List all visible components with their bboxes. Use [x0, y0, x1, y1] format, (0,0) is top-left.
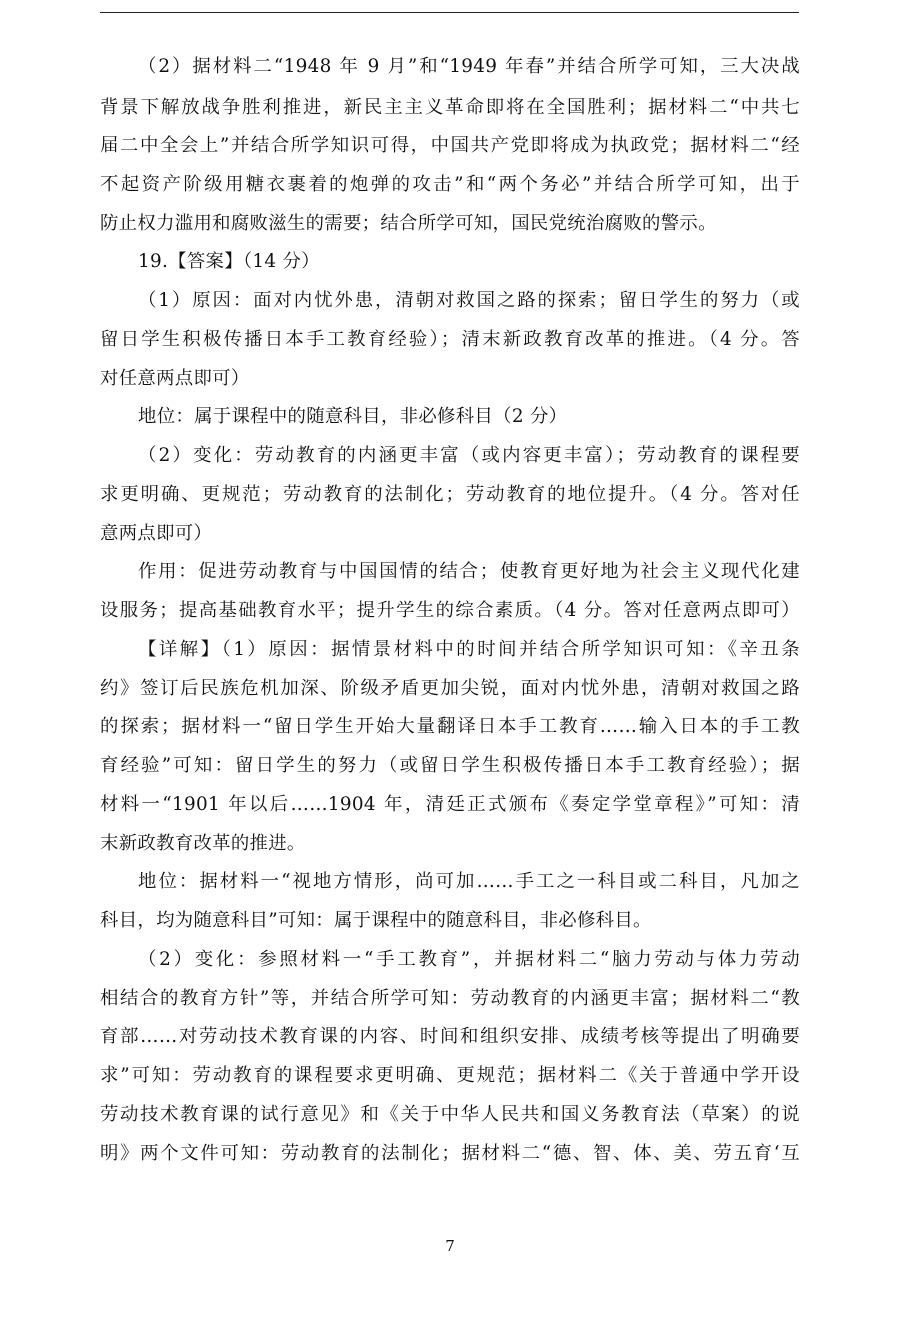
text-line: （2）据材料二“1948 年 9 月”和“1949 年春”并结合所学可知，三大决战	[138, 56, 800, 77]
text-line: 明》两个文件可知：劳动教育的法制化；据材料二“德、智、体、美、劳五育‘互	[100, 1143, 800, 1164]
page-number: 7	[445, 1237, 455, 1255]
text-line: 科目，均为随意科目”可知：属于课程中的随意科目，非必修科目。	[100, 910, 652, 931]
text-line: 防止权力滥用和腐败滋生的需要；结合所学可知，国民党统治腐败的警示。	[100, 213, 717, 234]
text-line: 育部……对劳动技术教育课的内容、时间和组织安排、成绩考核等提出了明确要	[100, 1026, 800, 1047]
text-line: 材料一“1901 年以后……1904 年，清廷正式颁布《奏定学堂章程》”可知：清	[100, 794, 800, 815]
text-line: 末新政教育改革的推进。	[100, 833, 306, 854]
text-line: 不起资产阶级用糖衣裹着的炮弹的攻击”和“两个务必”并结合所学可知，出于	[100, 174, 800, 195]
text-line: 求更明确、更规范；劳动教育的法制化；劳动教育的地位提升。（4 分。答对任	[100, 484, 800, 505]
text-line: 届二中全会上”并结合所学知识可得，中国共产党即将成为执政党；据材料二“经	[100, 135, 800, 156]
text-line: 的探索；据材料一“留日学生开始大量翻译日本手工教育……输入日本的手工教	[100, 716, 800, 737]
text-line: 背景下解放战争胜利推进，新民主主义革命即将在全国胜利；据材料二“中共七	[100, 97, 800, 118]
answer-heading: 19.【答案】（14 分）	[138, 251, 320, 272]
text-line: 意两点即可）	[100, 523, 213, 544]
header-rule	[100, 12, 799, 13]
text-line: 劳动技术教育课的试行意见》和《关于中华人民共和国义务教育法（草案）的说	[100, 1104, 800, 1125]
text-line: 设服务；提高基础教育水平；提升学生的综合素质。（4 分。答对任意两点即可）	[100, 600, 800, 621]
explanation-heading: 【详解】（1）原因：据情景材料中的时间并结合所学知识可知：《辛丑条	[138, 639, 800, 660]
text-line: 地位：据材料一“视地方情形，尚可加……手工之一科目或二科目，凡加之	[138, 871, 800, 892]
text-line: 育经验”可知：留日学生的努力（或留日学生积极传播日本手工教育经验）；据	[100, 755, 800, 776]
text-line: （1）原因：面对内忧外患，清朝对救国之路的探索；留日学生的努力（或	[138, 290, 800, 311]
text-line: 相结合的教育方针”等，并结合所学可知：劳动教育的内涵更丰富；据材料二“教	[100, 988, 800, 1009]
text-line: （2）变化：参照材料一“手工教育”，并据材料二“脑力劳动与体力劳动	[138, 949, 800, 970]
text-line: 对任意两点即可）	[100, 368, 250, 389]
text-line: 作用：促进劳动教育与中国国情的结合；使教育更好地为社会主义现代化建	[138, 561, 800, 582]
text-line: （2）变化：劳动教育的内涵更丰富（或内容更丰富）；劳动教育的课程要	[138, 445, 800, 466]
text-line: 地位：属于课程中的随意科目，非必修科目（2 分）	[138, 406, 568, 427]
text-line: 留日学生积极传播日本手工教育经验）；清末新政教育改革的推进。（4 分。答	[100, 329, 800, 350]
text-line: 约》签订后民族危机加深、阶级矛盾更加尖锐，面对内忧外患，清朝对救国之路	[100, 678, 800, 699]
text-line: 求”可知：劳动教育的课程要求更明确、更规范；据材料二《关于普通中学开设	[100, 1065, 800, 1086]
